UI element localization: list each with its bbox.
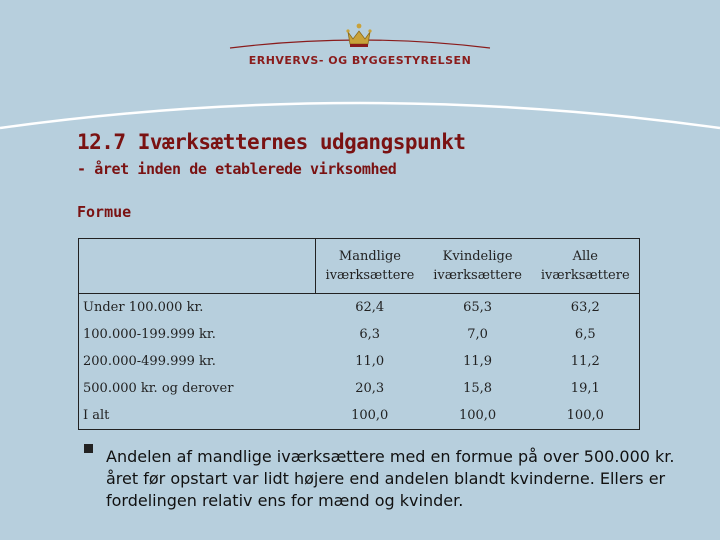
table-row — [79, 321, 640, 348]
row-label: 200.000-499.999 kr. — [79, 348, 316, 375]
table-cell: 11,2 — [532, 348, 640, 375]
column-header-line2: iværksættere — [540, 268, 630, 283]
table-header-row — [79, 239, 640, 294]
row-label: Under 100.000 kr. — [79, 294, 316, 322]
square-bullet-icon — [84, 444, 93, 453]
table-row — [79, 348, 640, 375]
table-cell: 19,1 — [532, 375, 640, 402]
org-name: ERHVERVS- OG BYGGESTYRELSEN — [248, 54, 472, 67]
slide-header — [0, 0, 720, 130]
table-cell: 100,0 — [532, 402, 640, 430]
crown-icon — [344, 22, 374, 50]
table-cell: 65,3 — [424, 294, 532, 322]
table-cell: 6,3 — [359, 327, 381, 342]
note-text: Andelen af mandlige iværksættere med en formue på over 500.000 kr. året før opstart var lidt højere end andelen blandt kvinderne. Ellers er fordelingen relativ ens for mænd og kvinder. — [106, 447, 675, 510]
column-header-line1: Mandlige — [338, 249, 401, 264]
column-header — [532, 239, 640, 294]
page-title: 12.7 Iværksætternes udgangspunkt — [77, 130, 466, 154]
column-header-line1: Alle — [572, 249, 598, 264]
table-row — [79, 375, 640, 402]
table-cell: 100,0 — [316, 402, 424, 430]
column-header — [316, 239, 424, 294]
row-label: 100.000-199.999 kr. — [79, 321, 316, 348]
table-cell: 20,3 — [355, 381, 385, 396]
row-label: 500.000 kr. og derover — [79, 375, 316, 402]
formue-table — [78, 238, 640, 430]
column-header — [424, 239, 532, 294]
table-cell: 62,4 — [316, 294, 424, 322]
header-blank-cell — [79, 239, 316, 294]
row-label: I alt — [79, 402, 316, 430]
table-cell: 15,8 — [463, 381, 493, 396]
column-header-line2: iværksættere — [325, 268, 415, 283]
table-cell: 11,9 — [463, 354, 493, 369]
table-row — [79, 294, 640, 322]
table-cell: 63,2 — [532, 294, 640, 322]
table-cell: 6,5 — [532, 321, 640, 348]
table-cell: 100,0 — [424, 402, 532, 430]
column-header-line1: Kvindelige — [442, 249, 513, 264]
page-subtitle: - året inden de etablerede virksomhed — [77, 160, 397, 178]
column-header-line2: iværksættere — [433, 268, 522, 283]
table-row — [79, 402, 640, 430]
section-label: Formue — [77, 203, 132, 221]
table-cell: 11,0 — [355, 354, 385, 369]
table-cell: 7,0 — [467, 327, 488, 342]
